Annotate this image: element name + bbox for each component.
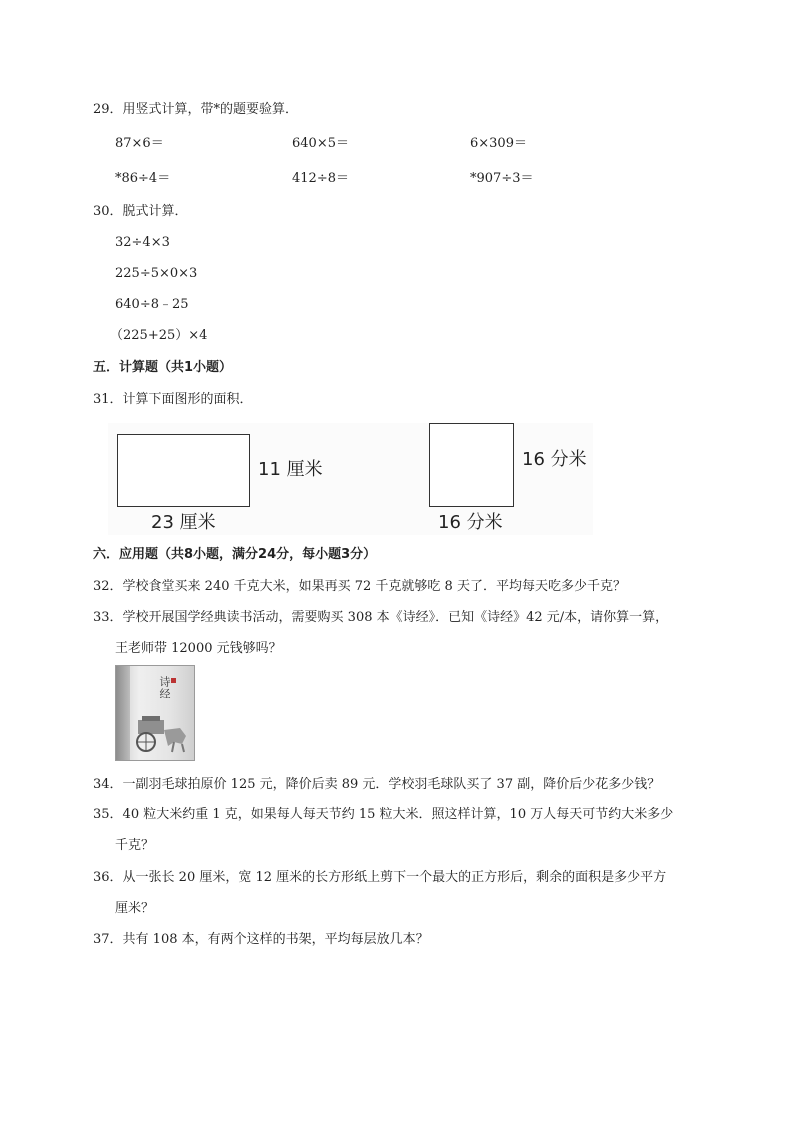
q37-text: 37．共有 108 本，有两个这样的书架，平均每层放几本？ [93, 932, 429, 947]
q30-item-1: 32÷4×3 [115, 235, 170, 250]
q29-expr-3: 6×309＝ [470, 136, 527, 151]
q32-text: 32．学校食堂买来 240 千克大米，如果再买 72 千克就够吃 8 天了．平均每天吃多少千克？ [93, 579, 626, 594]
section6-heading: 六．应用题（共8小题，满分24分，每小题3分） [93, 547, 377, 562]
q29-title: 29．用竖式计算，带*的题要验算． [93, 102, 299, 117]
q30-item-3: 640÷8﹣25 [115, 297, 189, 312]
square-shape [429, 423, 514, 507]
square-bottom-label: 16 分米 [438, 512, 503, 533]
chariot-illustration-icon [134, 714, 190, 754]
q31-title: 31．计算下面图形的面积． [93, 392, 253, 407]
q29-expr-6: *907÷3＝ [470, 171, 534, 186]
q29-expr-2: 640×5＝ [292, 136, 349, 151]
q35-line-1: 35．40 粒大米约重 1 克，如果每人每天节约 15 粒大米．照这样计算，10 万人每天可节约大米多少 [93, 807, 674, 822]
q34-text: 34．一副羽毛球拍原价 125 元，降价后卖 89 元．学校羽毛球队买了 37 副，降价后少花多少钱？ [93, 777, 661, 792]
book-seal [171, 678, 176, 683]
q30-item-2: 225÷5×0×3 [115, 266, 198, 281]
section5-heading: 五．计算题（共1小题） [93, 360, 233, 375]
q29-expr-1: 87×6＝ [115, 136, 164, 151]
square-side-label: 16 分米 [522, 449, 587, 470]
rectangle-width-label: 23 厘米 [151, 512, 216, 533]
book-cover-image [115, 665, 195, 761]
book-title: 诗经 [158, 676, 171, 700]
rectangle-shape [117, 434, 250, 507]
q29-expr-5: 412÷8＝ [292, 171, 349, 186]
q35-line-2: 千克？ [115, 838, 155, 853]
q33-line-1: 33．学校开展国学经典读书活动，需要购买 308 本《诗经》．已知《诗经》42 元/本，请你算一算， [93, 610, 669, 625]
q30-item-4: （225+25）×4 [110, 328, 208, 343]
q36-line-1: 36．从一张长 20 厘米，宽 12 厘米的长方形纸上剪下一个最大的正方形后，剩余的面积是多少平方 [93, 870, 667, 885]
book-spine [116, 666, 130, 760]
q29-expr-4: *86÷4＝ [115, 171, 171, 186]
q30-title: 30．脱式计算． [93, 204, 188, 219]
rectangle-height-label: 11 厘米 [258, 459, 323, 480]
q36-line-2: 厘米？ [115, 901, 155, 916]
q33-line-2: 王老师带 12000 元钱够吗？ [115, 641, 282, 656]
